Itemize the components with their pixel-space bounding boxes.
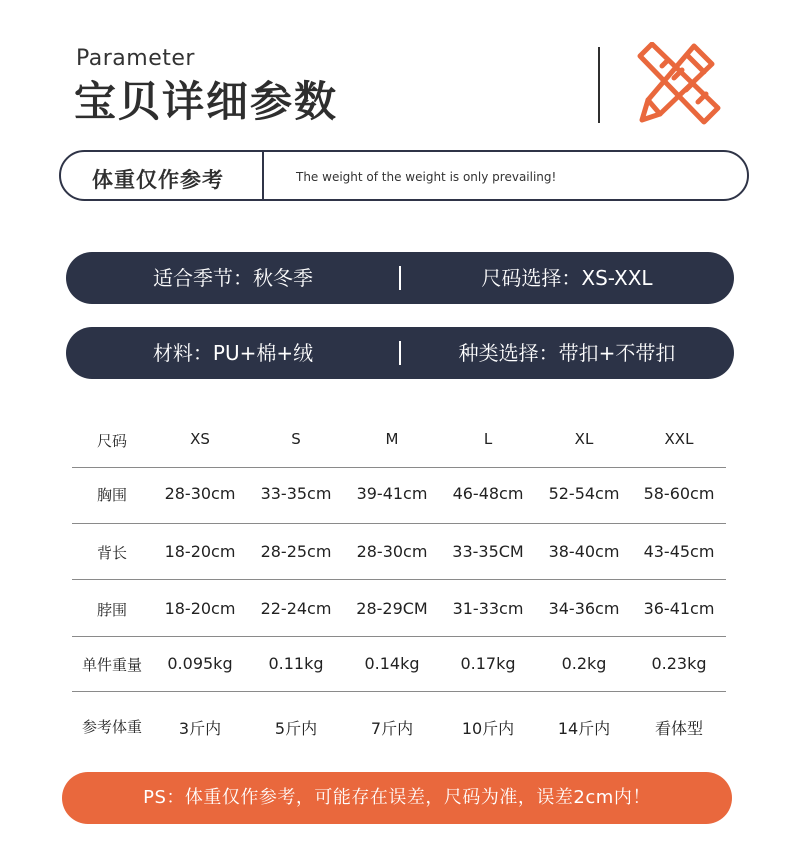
table-cell: 46-48cm bbox=[452, 484, 524, 503]
table-cell: 14斤内 bbox=[557, 719, 611, 738]
row-label: 脖围 bbox=[96, 601, 127, 619]
table-cell: 39-41cm bbox=[356, 484, 428, 503]
table-cell: 0.17kg bbox=[460, 654, 516, 673]
column-header: M bbox=[385, 430, 399, 448]
size-table bbox=[72, 412, 726, 738]
column-header: XS bbox=[190, 430, 210, 448]
table-cell: 38-40cm bbox=[548, 542, 620, 561]
info-type: 种类选择：带扣+不带扣 bbox=[458, 341, 676, 365]
ruler-pencil-icon bbox=[632, 42, 722, 126]
column-header: XL bbox=[574, 430, 594, 448]
title-zh: 宝贝详细参数 bbox=[74, 77, 339, 126]
table-cell: 36-41cm bbox=[643, 599, 715, 618]
ps-note: PS：体重仅作参考，可能存在误差，尺码为准，误差2cm内！ bbox=[62, 772, 732, 824]
table-cell: 33-35cm bbox=[260, 484, 332, 503]
table-cell: 0.14kg bbox=[364, 654, 420, 673]
column-header: XXL bbox=[664, 430, 694, 448]
table-cell: 28-30cm bbox=[356, 542, 428, 561]
row-divider bbox=[72, 636, 726, 637]
table-cell: 34-36cm bbox=[548, 599, 620, 618]
table-cell: 31-33cm bbox=[452, 599, 524, 618]
table-cell: 33-35CM bbox=[452, 542, 524, 561]
table-cell: 28-29CM bbox=[356, 599, 428, 618]
column-header: L bbox=[483, 430, 493, 448]
info-material: 材料：PU+棉+绒 bbox=[152, 341, 314, 365]
table-cell: 58-60cm bbox=[643, 484, 715, 503]
table-cell: 7斤内 bbox=[370, 719, 414, 738]
table-cell: 28-25cm bbox=[260, 542, 332, 561]
row-divider bbox=[72, 523, 726, 524]
table-cell: 5斤内 bbox=[274, 719, 318, 738]
table-cell: 10斤内 bbox=[461, 719, 515, 738]
row-divider bbox=[72, 579, 726, 580]
table-cell: 3斤内 bbox=[178, 719, 222, 738]
table-cell: 43-45cm bbox=[643, 542, 715, 561]
note-text: The weight of the weight is only prevailing! bbox=[296, 170, 557, 184]
column-header: S bbox=[291, 430, 301, 448]
table-cell: 0.11kg bbox=[268, 654, 324, 673]
note-divider bbox=[262, 152, 264, 201]
info-season: 适合季节：秋冬季 bbox=[153, 266, 313, 290]
row-label: 参考体重 bbox=[81, 718, 142, 736]
row-divider bbox=[72, 691, 726, 692]
info-bar-season bbox=[66, 252, 734, 304]
row-label: 单件重量 bbox=[81, 656, 142, 674]
row-label: 背长 bbox=[96, 544, 127, 562]
table-cell: 0.2kg bbox=[561, 654, 607, 673]
table-cell: 0.095kg bbox=[167, 654, 233, 673]
table-cell: 看体型 bbox=[654, 719, 703, 738]
table-cell: 18-20cm bbox=[164, 599, 236, 618]
note-label: 体重仅作参考 bbox=[92, 168, 224, 192]
column-header: 尺码 bbox=[96, 432, 127, 450]
table-cell: 28-30cm bbox=[164, 484, 236, 503]
header-divider bbox=[598, 47, 600, 123]
info-size-range: 尺码选择：XS-XXL bbox=[481, 266, 653, 290]
row-label: 胸围 bbox=[96, 486, 127, 504]
title-en: Parameter bbox=[76, 46, 195, 71]
table-cell: 18-20cm bbox=[164, 542, 236, 561]
info-bar-material bbox=[66, 327, 734, 379]
table-cell: 52-54cm bbox=[548, 484, 620, 503]
row-divider bbox=[72, 467, 726, 468]
table-cell: 0.23kg bbox=[651, 654, 707, 673]
table-cell: 22-24cm bbox=[260, 599, 332, 618]
